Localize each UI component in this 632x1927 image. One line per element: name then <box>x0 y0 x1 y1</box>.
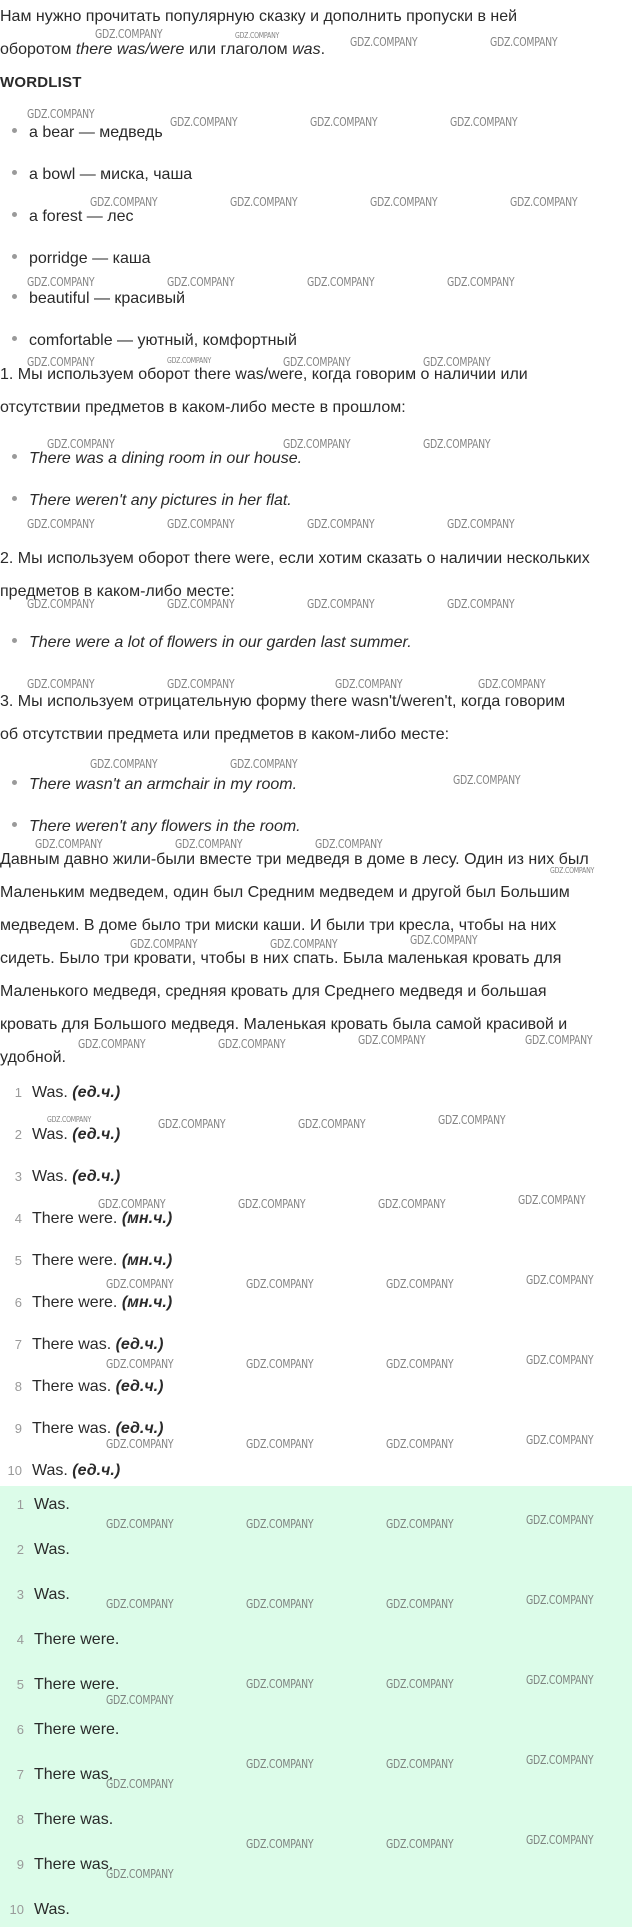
item-number: 5 <box>14 1253 22 1268</box>
list-item <box>2 1720 119 1740</box>
list-item <box>0 1461 120 1481</box>
wordlist-item-text: a forest — лес <box>29 208 134 225</box>
list-item <box>0 1335 163 1355</box>
watermark: GDZ.COMPANY <box>27 355 95 369</box>
watermark: GDZ.COMPANY <box>478 677 546 691</box>
watermark: GDZ.COMPANY <box>315 837 383 851</box>
watermark: GDZ.COMPANY <box>450 115 518 129</box>
watermark: GDZ.COMPANY <box>106 1693 174 1707</box>
rule2-line-2: предметов в каком-либо месте: <box>0 583 235 600</box>
answer-text: There was. <box>32 1378 116 1395</box>
answer-note: (ед.ч.) <box>72 1084 121 1101</box>
example-item <box>12 449 302 469</box>
watermark: GDZ.COMPANY <box>386 1357 454 1371</box>
watermark: GDZ.COMPANY <box>246 1837 314 1851</box>
answer-text: There were. <box>34 1721 120 1738</box>
bullet-icon <box>12 822 17 827</box>
item-number: 3 <box>14 1169 22 1184</box>
bullet-icon <box>12 128 17 133</box>
bullet-icon <box>12 212 17 217</box>
watermark: GDZ.COMPANY <box>510 195 578 209</box>
watermark: GDZ.COMPANY <box>78 1037 146 1051</box>
example-item <box>12 491 292 511</box>
answer-text: There were. <box>32 1294 122 1311</box>
answer-text: There was. <box>32 1336 116 1353</box>
translation-line: Маленького медведя, средняя кровать для Среднего медведя и большая <box>0 983 547 1000</box>
intro-mid: или глаголом <box>184 41 293 58</box>
watermark: GDZ.COMPANY <box>246 1677 314 1691</box>
answer-note: (ед.ч.) <box>115 1420 164 1437</box>
watermark: GDZ.COMPANY <box>246 1277 314 1291</box>
example-item <box>12 633 412 653</box>
list-item <box>0 1083 120 1103</box>
watermark: GDZ.COMPANY <box>235 31 280 40</box>
watermark: GDZ.COMPANY <box>175 837 243 851</box>
example-item <box>12 817 301 837</box>
list-item <box>0 1167 120 1187</box>
watermark: GDZ.COMPANY <box>447 597 515 611</box>
watermark: GDZ.COMPANY <box>106 1777 174 1791</box>
watermark: GDZ.COMPANY <box>526 1513 594 1527</box>
watermark: GDZ.COMPANY <box>307 597 375 611</box>
item-number: 1 <box>14 1085 22 1100</box>
item-number: 6 <box>16 1722 24 1737</box>
watermark: GDZ.COMPANY <box>386 1277 454 1291</box>
wordlist-item <box>12 165 192 185</box>
bullet-icon <box>12 780 17 785</box>
answer-note: (ед.ч.) <box>72 1168 121 1185</box>
watermark: GDZ.COMPANY <box>167 677 235 691</box>
watermark: GDZ.COMPANY <box>167 517 235 531</box>
item-number: 1 <box>16 1497 24 1512</box>
wordlist-item <box>12 331 297 351</box>
watermark: GDZ.COMPANY <box>246 1597 314 1611</box>
intro-line-1: Нам нужно прочитать популярную сказку и дополнить пропуски в ней <box>0 8 518 25</box>
bullet-icon <box>12 170 17 175</box>
watermark: GDZ.COMPANY <box>386 1437 454 1451</box>
answer-text: Was. <box>34 1901 70 1918</box>
watermark: GDZ.COMPANY <box>47 1115 92 1124</box>
watermark: GDZ.COMPANY <box>246 1517 314 1531</box>
example-text: There weren't any pictures in her flat. <box>29 492 292 509</box>
wordlist-item <box>12 123 163 143</box>
wordlist-item-text: comfortable — уютный, комфортный <box>29 332 297 349</box>
intro-em-1: there was/were <box>75 41 185 58</box>
watermark: GDZ.COMPANY <box>230 757 298 771</box>
watermark: GDZ.COMPANY <box>386 1597 454 1611</box>
answer-text: There were. <box>32 1252 122 1269</box>
answer-text: There were. <box>34 1631 120 1648</box>
item-number: 8 <box>14 1379 22 1394</box>
watermark: GDZ.COMPANY <box>47 437 115 451</box>
watermark: GDZ.COMPANY <box>98 1197 166 1211</box>
list-item <box>0 1209 172 1229</box>
watermark: GDZ.COMPANY <box>447 517 515 531</box>
list-item <box>2 1585 70 1605</box>
watermark: GDZ.COMPANY <box>95 27 163 41</box>
bullet-icon <box>12 294 17 299</box>
watermark: GDZ.COMPANY <box>90 757 158 771</box>
watermark: GDZ.COMPANY <box>307 517 375 531</box>
watermark: GDZ.COMPANY <box>310 115 378 129</box>
watermark: GDZ.COMPANY <box>423 355 491 369</box>
watermark: GDZ.COMPANY <box>270 937 338 951</box>
answer-note: (мн.ч.) <box>121 1210 173 1227</box>
watermark: GDZ.COMPANY <box>106 1867 174 1881</box>
watermark: GDZ.COMPANY <box>106 1277 174 1291</box>
answer-text: Was. <box>32 1126 73 1143</box>
rule2-line-1: 2. Мы используем оборот there were, если хотим сказать о наличии нескольких <box>0 550 590 567</box>
translation-line: сидеть. Было три кровати, чтобы в них спать. Была маленькая кровать для <box>0 950 562 967</box>
intro-suffix: . <box>320 41 326 58</box>
item-number: 6 <box>14 1295 22 1310</box>
watermark: GDZ.COMPANY <box>283 437 351 451</box>
list-item <box>2 1900 70 1920</box>
translation-line: кровать для Большого медведя. Маленькая кровать была самой красивой и <box>0 1016 568 1033</box>
answer-text: Was. <box>34 1496 70 1513</box>
bullet-icon <box>12 454 17 459</box>
watermark: GDZ.COMPANY <box>218 1037 286 1051</box>
answer-text: There were. <box>34 1676 120 1693</box>
watermark: GDZ.COMPANY <box>358 1033 426 1047</box>
watermark: GDZ.COMPANY <box>490 35 558 49</box>
answer-text: There was. <box>34 1811 114 1828</box>
watermark: GDZ.COMPANY <box>106 1357 174 1371</box>
list-item <box>2 1855 113 1875</box>
watermark: GDZ.COMPANY <box>526 1353 594 1367</box>
watermark: GDZ.COMPANY <box>27 275 95 289</box>
watermark: GDZ.COMPANY <box>230 195 298 209</box>
item-number: 7 <box>16 1767 24 1782</box>
wordlist-heading: WORDLIST <box>0 74 82 91</box>
example-text: There weren't any flowers in the room. <box>29 818 301 835</box>
answer-note: (ед.ч.) <box>72 1462 121 1479</box>
intro-em-2: was <box>292 41 321 58</box>
item-number: 2 <box>14 1127 22 1142</box>
watermark: GDZ.COMPANY <box>525 1033 593 1047</box>
rule1-line-2: отсутствии предметов в каком-либо месте в прошлом: <box>0 399 406 416</box>
answer-text: There was. <box>32 1420 116 1437</box>
list-item <box>2 1540 70 1560</box>
wordlist-item-text: a bowl — миска, чаша <box>29 166 193 183</box>
watermark: GDZ.COMPANY <box>526 1833 594 1847</box>
item-number: 9 <box>16 1857 24 1872</box>
watermark: GDZ.COMPANY <box>35 837 103 851</box>
watermark: GDZ.COMPANY <box>550 866 595 875</box>
watermark: GDZ.COMPANY <box>246 1757 314 1771</box>
watermark: GDZ.COMPANY <box>410 933 478 947</box>
watermark: GDZ.COMPANY <box>27 597 95 611</box>
answer-text: Was. <box>32 1462 73 1479</box>
answer-note: (ед.ч.) <box>72 1126 121 1143</box>
watermark: GDZ.COMPANY <box>170 115 238 129</box>
watermark: GDZ.COMPANY <box>27 107 95 121</box>
watermark: GDZ.COMPANY <box>307 275 375 289</box>
watermark: GDZ.COMPANY <box>27 677 95 691</box>
answer-text: There were. <box>32 1210 122 1227</box>
item-number: 8 <box>16 1812 24 1827</box>
watermark: GDZ.COMPANY <box>106 1437 174 1451</box>
watermark: GDZ.COMPANY <box>386 1757 454 1771</box>
watermark: GDZ.COMPANY <box>246 1357 314 1371</box>
watermark: GDZ.COMPANY <box>386 1517 454 1531</box>
watermark: GDZ.COMPANY <box>370 195 438 209</box>
list-item <box>2 1630 119 1650</box>
watermark: GDZ.COMPANY <box>526 1433 594 1447</box>
item-number: 4 <box>14 1211 22 1226</box>
bullet-icon <box>12 638 17 643</box>
watermark: GDZ.COMPANY <box>283 355 351 369</box>
watermark: GDZ.COMPANY <box>453 773 521 787</box>
watermark: GDZ.COMPANY <box>386 1677 454 1691</box>
answer-text: Was. <box>32 1168 73 1185</box>
wordlist-item-text: beautiful — красивый <box>29 290 186 307</box>
watermark: GDZ.COMPANY <box>447 275 515 289</box>
watermark: GDZ.COMPANY <box>158 1117 226 1131</box>
list-item <box>2 1765 113 1785</box>
translation-line: удобной. <box>0 1049 66 1066</box>
wordlist-item <box>12 249 151 269</box>
watermark: GDZ.COMPANY <box>526 1753 594 1767</box>
rule3-line-1: 3. Мы используем отрицательную форму there wasn't/weren't, когда говорим <box>0 693 566 710</box>
item-number: 10 <box>9 1902 24 1917</box>
watermark: GDZ.COMPANY <box>130 937 198 951</box>
item-number: 5 <box>16 1677 24 1692</box>
watermark: GDZ.COMPANY <box>246 1437 314 1451</box>
watermark: GDZ.COMPANY <box>167 275 235 289</box>
answer-text: There was. <box>34 1856 114 1873</box>
intro-prefix: оборотом <box>0 41 76 58</box>
answer-note: (ед.ч.) <box>115 1378 164 1395</box>
watermark: GDZ.COMPANY <box>298 1117 366 1131</box>
watermark: GDZ.COMPANY <box>90 195 158 209</box>
list-item <box>2 1810 113 1830</box>
list-item <box>0 1251 172 1271</box>
watermark: GDZ.COMPANY <box>526 1673 594 1687</box>
watermark: GDZ.COMPANY <box>526 1273 594 1287</box>
list-item <box>0 1293 172 1313</box>
item-number: 2 <box>16 1542 24 1557</box>
watermark: GDZ.COMPANY <box>106 1597 174 1611</box>
answer-note: (мн.ч.) <box>121 1294 173 1311</box>
translation-line: Маленьким медведем, один был Средним медведем и другой был Большим <box>0 884 570 901</box>
watermark: GDZ.COMPANY <box>378 1197 446 1211</box>
list-item <box>0 1125 120 1145</box>
watermark: GDZ.COMPANY <box>106 1517 174 1531</box>
watermark: GDZ.COMPANY <box>27 517 95 531</box>
watermark: GDZ.COMPANY <box>167 597 235 611</box>
rule3-line-2: об отсутствии предмета или предметов в каком-либо месте: <box>0 726 450 743</box>
bullet-icon <box>12 254 17 259</box>
translation-line: Давным давно жили-были вместе три медведя в доме в лесу. Один из них был <box>0 851 589 868</box>
watermark: GDZ.COMPANY <box>335 677 403 691</box>
answer-text: Was. <box>32 1084 73 1101</box>
rule1-line-1: 1. Мы используем оборот there was/were, когда говорим о наличии или <box>0 366 528 383</box>
item-number: 3 <box>16 1587 24 1602</box>
item-number: 10 <box>7 1463 22 1478</box>
answer-text: There was. <box>34 1766 114 1783</box>
list-item <box>2 1495 70 1515</box>
wordlist-item-text: a bear — медведь <box>29 124 163 141</box>
example-text: There were a lot of flowers in our garden last summer. <box>29 634 412 651</box>
wordlist-item-text: porridge — каша <box>29 250 151 267</box>
answer-text: Was. <box>34 1541 70 1558</box>
watermark: GDZ.COMPANY <box>518 1193 586 1207</box>
watermark: GDZ.COMPANY <box>438 1113 506 1127</box>
item-number: 7 <box>14 1337 22 1352</box>
watermark: GDZ.COMPANY <box>526 1593 594 1607</box>
wordlist-item <box>12 207 133 227</box>
wordlist-item <box>12 289 185 309</box>
watermark: GDZ.COMPANY <box>238 1197 306 1211</box>
watermark: GDZ.COMPANY <box>386 1837 454 1851</box>
item-number: 4 <box>16 1632 24 1647</box>
answer-text: Was. <box>34 1586 70 1603</box>
watermark: GDZ.COMPANY <box>423 437 491 451</box>
watermark: GDZ.COMPANY <box>167 356 212 365</box>
list-item <box>0 1377 163 1397</box>
answer-note: (ед.ч.) <box>115 1336 164 1353</box>
list-item <box>2 1675 119 1695</box>
example-text: There wasn't an armchair in my room. <box>29 776 298 793</box>
watermark: GDZ.COMPANY <box>350 35 418 49</box>
item-number: 9 <box>14 1421 22 1436</box>
list-item <box>0 1419 163 1439</box>
bullet-icon <box>12 496 17 501</box>
bullet-icon <box>12 336 17 341</box>
translation-line: медведем. В доме было три миски каши. И были три кресла, чтобы на них <box>0 917 557 934</box>
example-item <box>12 775 297 795</box>
intro-line-2 <box>0 40 325 60</box>
answer-note: (мн.ч.) <box>121 1252 173 1269</box>
example-text: There was a dining room in our house. <box>29 450 303 467</box>
